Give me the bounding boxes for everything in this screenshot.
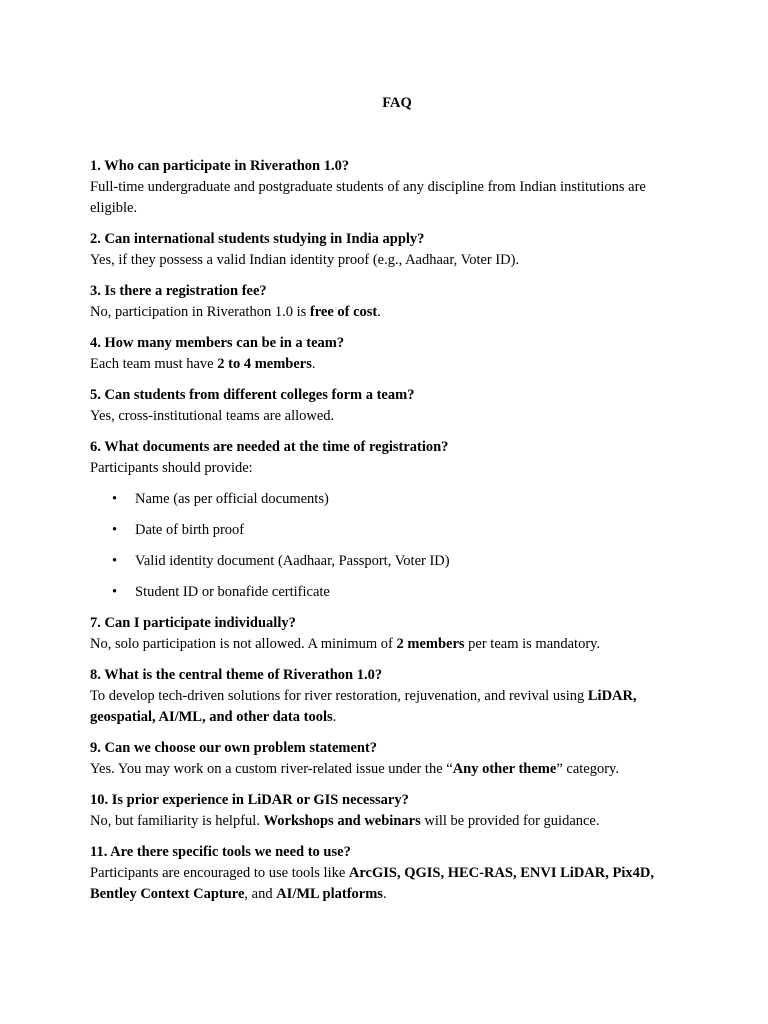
answer-text: Yes, cross-institutional teams are allowed. bbox=[90, 408, 335, 424]
faq-item bbox=[90, 437, 688, 603]
faq-item bbox=[90, 385, 688, 427]
list-item-text: Date of birth proof bbox=[135, 522, 245, 538]
answer-bold-text: AI/ML platforms bbox=[276, 886, 383, 902]
bullet-icon: • bbox=[112, 584, 118, 600]
faq-item bbox=[90, 738, 688, 780]
faq-item bbox=[90, 333, 688, 375]
faq-question: 9. Can we choose our own problem statement? bbox=[90, 740, 378, 756]
faq-item bbox=[90, 281, 688, 323]
list-item bbox=[90, 551, 688, 572]
answer-bold-text: 2 to 4 members bbox=[217, 356, 312, 372]
faq-answer bbox=[90, 302, 688, 323]
answer-bold-text: Workshops and webinars bbox=[263, 813, 421, 829]
faq-item bbox=[90, 790, 688, 832]
faq-question: 7. Can I participate individually? bbox=[90, 615, 296, 631]
answer-bold-text: LiDAR, geospatial, AI/ML, and other data tools bbox=[90, 688, 637, 725]
faq-item bbox=[90, 613, 688, 655]
faq-question: 4. How many members can be in a team? bbox=[90, 335, 345, 351]
faq-item bbox=[90, 842, 688, 905]
bullet-icon: • bbox=[112, 491, 118, 507]
answer-text: . bbox=[382, 886, 387, 902]
answer-text: per team is mandatory. bbox=[464, 636, 601, 652]
answer-text: Full-time undergraduate and postgraduate students of any discipline from Indian institutions are eligible. bbox=[90, 179, 646, 216]
faq-item bbox=[90, 665, 688, 728]
answer-text: , and bbox=[244, 886, 277, 902]
faq-item bbox=[90, 229, 688, 271]
answer-text: . bbox=[311, 356, 316, 372]
faq-question: 11. Are there specific tools we need to use? bbox=[90, 844, 351, 860]
list-item-text: Valid identity document (Aadhaar, Passport, Voter ID) bbox=[135, 553, 450, 569]
faq-answer bbox=[90, 250, 688, 271]
faq-question: 3. Is there a registration fee? bbox=[90, 283, 267, 299]
answer-text: Participants should provide: bbox=[90, 460, 253, 476]
faq-answer bbox=[90, 863, 688, 905]
answer-text: ” category. bbox=[556, 761, 619, 777]
faq-question: 5. Can students from different colleges form a team? bbox=[90, 387, 415, 403]
answer-bold-text: 2 members bbox=[396, 636, 465, 652]
faq-answer bbox=[90, 686, 688, 728]
faq-question: 6. What documents are needed at the time of registration? bbox=[90, 439, 449, 455]
answer-text: . bbox=[377, 304, 381, 320]
list-item bbox=[90, 489, 688, 510]
answer-text: will be provided for guidance. bbox=[420, 813, 600, 829]
faq-answer bbox=[90, 634, 688, 655]
faq-list bbox=[90, 156, 688, 905]
faq-question: 10. Is prior experience in LiDAR or GIS necessary? bbox=[90, 792, 409, 808]
faq-question: 2. Can international students studying in India apply? bbox=[90, 231, 425, 247]
answer-text: Yes, if they possess a valid Indian identity proof (e.g., Aadhaar, Voter ID). bbox=[90, 252, 520, 268]
bullet-icon: • bbox=[112, 553, 118, 569]
answer-text: Each team must have bbox=[90, 356, 218, 372]
bullet-icon: • bbox=[112, 522, 118, 538]
answer-bold-text: ArcGIS, QGIS, HEC-RAS, ENVI LiDAR, Pix4D, Bentley Context Capture bbox=[90, 865, 654, 902]
answer-text: To develop tech-driven solutions for river restoration, rejuvenation, and revival using bbox=[90, 688, 588, 704]
answer-text: Yes. You may work on a custom river-related issue under the “ bbox=[90, 761, 453, 777]
answer-text: No, participation in Riverathon 1.0 is bbox=[90, 304, 310, 320]
list-item-text: Name (as per official documents) bbox=[135, 491, 329, 507]
faq-item bbox=[90, 156, 688, 219]
documents-list bbox=[90, 489, 688, 603]
answer-text: . bbox=[332, 709, 337, 725]
answer-text: Participants are encouraged to use tools like bbox=[90, 865, 349, 881]
faq-answer bbox=[90, 458, 688, 479]
faq-answer bbox=[90, 759, 688, 780]
page-title: FAQ bbox=[382, 95, 412, 111]
faq-answer bbox=[90, 177, 688, 219]
list-item-text: Student ID or bonafide certificate bbox=[135, 584, 330, 600]
answer-bold-text: Any other theme bbox=[452, 761, 557, 777]
faq-answer bbox=[90, 406, 688, 427]
answer-text: No, but familiarity is helpful. bbox=[90, 813, 264, 829]
faq-question: 1. Who can participate in Riverathon 1.0? bbox=[90, 158, 350, 174]
faq-question: 8. What is the central theme of Riverathon 1.0? bbox=[90, 667, 383, 683]
answer-text: No, solo participation is not allowed. A minimum of bbox=[90, 636, 397, 652]
list-item bbox=[90, 520, 688, 541]
answer-bold-text: free of cost bbox=[309, 304, 378, 320]
faq-answer bbox=[90, 354, 688, 375]
faq-answer bbox=[90, 811, 688, 832]
list-item bbox=[90, 582, 688, 603]
